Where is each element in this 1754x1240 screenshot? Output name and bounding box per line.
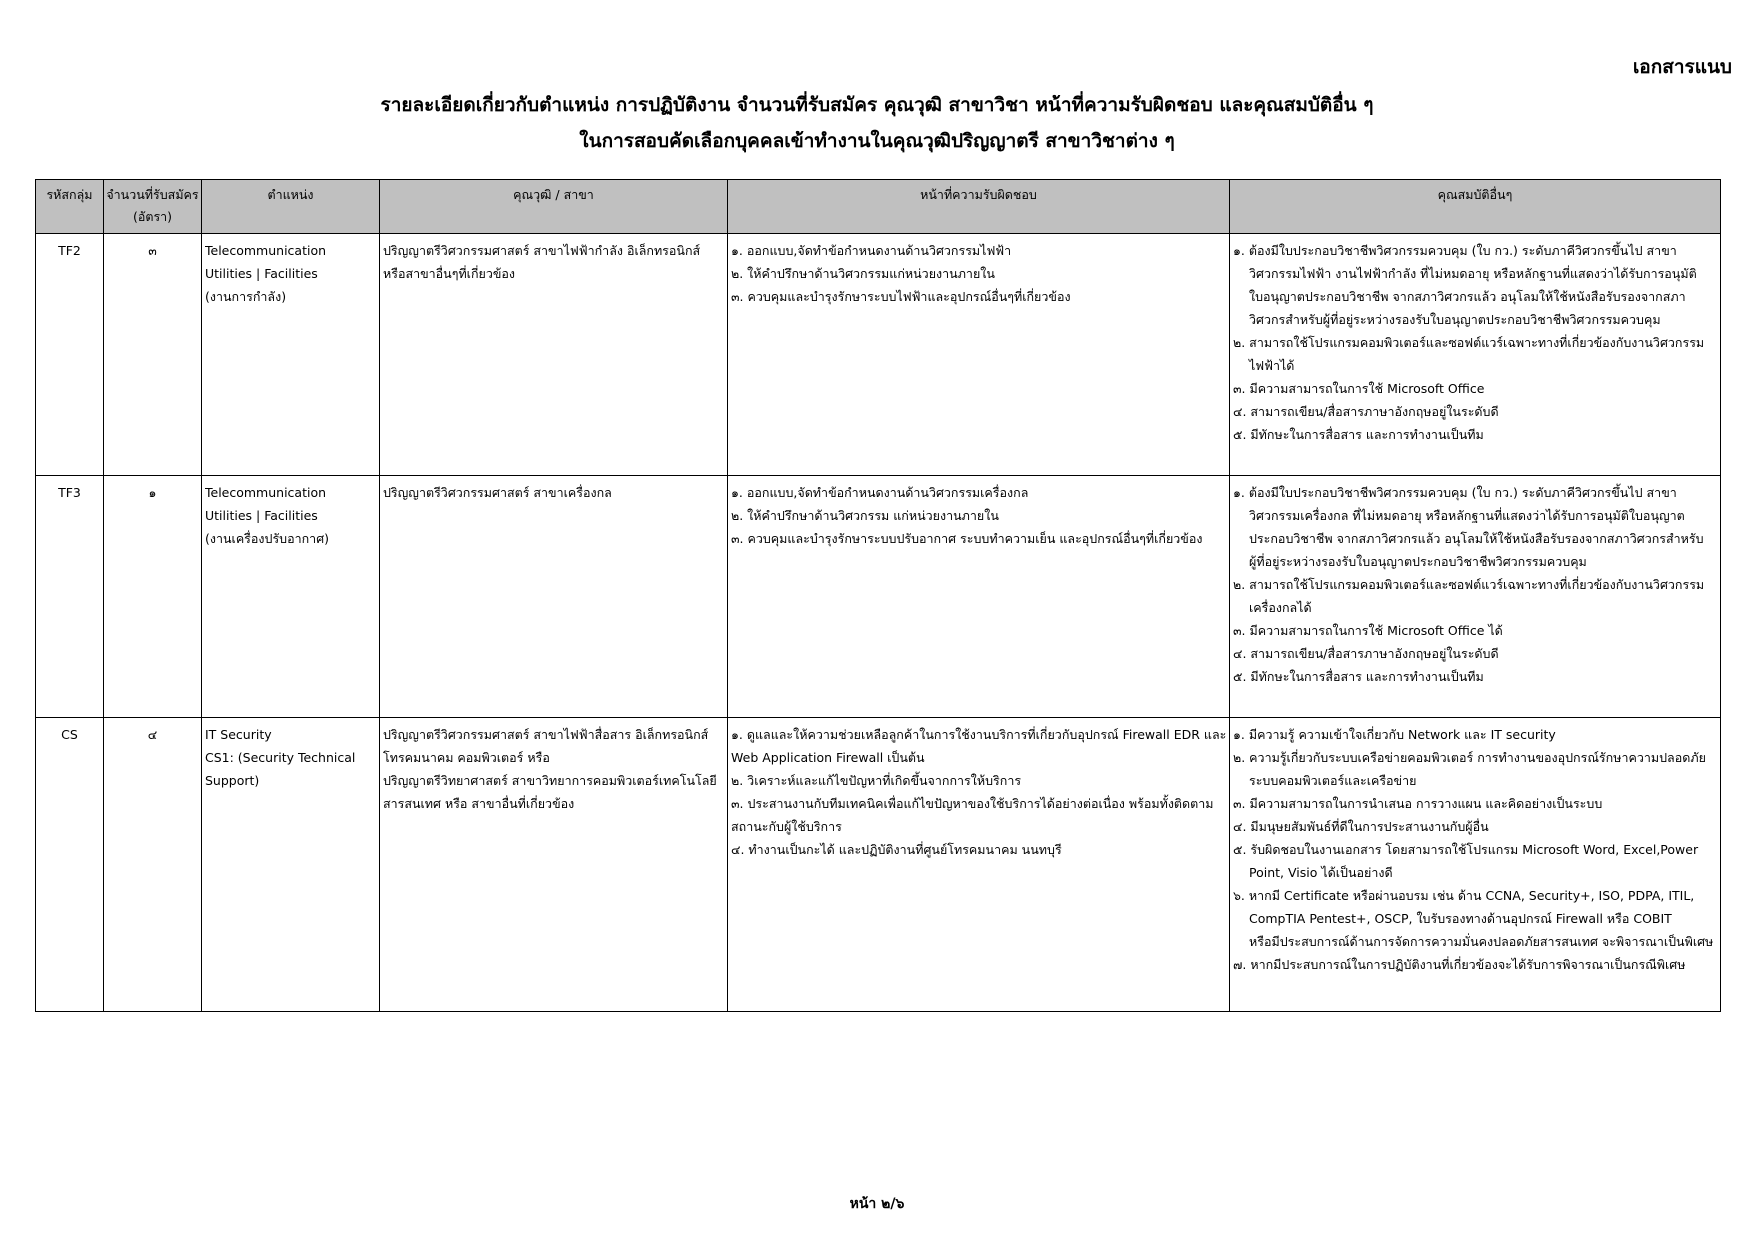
duties-cell	[728, 718, 1230, 1012]
attribute-item: ๕. มีทักษะในการสื่อสาร และการทำงานเป็นทีม	[1233, 669, 1484, 684]
position-cell	[202, 718, 380, 1012]
group-code-cell: TF3	[36, 476, 104, 718]
count-cell: ๔	[104, 718, 202, 1012]
attribute-item: ๒. สามารถใช้โปรแกรมคอมพิวเตอร์และซอฟต์แวร์เฉพาะทางที่เกี่ยวข้องกับงานวิศวกรรม	[1233, 577, 1705, 592]
qualification-line: ปริญญาตรีวิศวกรรมศาสตร์ สาขาไฟฟ้ากำลัง อิเล็กทรอนิกส์	[383, 243, 701, 258]
position-line: IT Security	[205, 727, 272, 742]
attributes-cell	[1230, 234, 1721, 476]
attribute-item: ผู้ที่อยู่ระหว่างรองรับใบอนุญาตประกอบวิชาชีพวิศวกรรมควบคุม	[1249, 554, 1587, 569]
header-count: จำนวนที่รับสมัคร (อัตรา)	[104, 180, 202, 234]
table-row	[36, 234, 1721, 476]
attribute-item: ๕. มีทักษะในการสื่อสาร และการทำงานเป็นทีม	[1233, 427, 1484, 442]
attribute-item: ๓. มีความสามารถในการนำเสนอ การวางแผน และคิดอย่างเป็นระบบ	[1233, 796, 1603, 811]
qualification-cell	[380, 476, 728, 718]
attribute-item: CompTIA Pentest+, OSCP, ใบรับรองทางด้านอุปกรณ์ Firewall หรือ COBIT	[1249, 911, 1672, 926]
attribute-item: ๑. มีความรู้ ความเข้าใจเกี่ยวกับ Network และ IT security	[1233, 727, 1556, 742]
duty-item: ๒. ให้คำปรึกษาด้านวิศวกรรม แก่หน่วยงานภายใน	[731, 508, 999, 523]
attribute-item: ๒. สามารถใช้โปรแกรมคอมพิวเตอร์และซอฟต์แวร์เฉพาะทางที่เกี่ยวข้องกับงานวิศวกรรม	[1233, 335, 1705, 350]
attribute-item: หรือมีประสบการณ์ด้านการจัดการความมั่นคงปลอดภัยสารสนเทศ จะพิจารณาเป็นพิเศษ	[1249, 934, 1714, 949]
duty-item: ๓. ประสานงานกับทีมเทคนิคเพื่อแก้ไขปัญหาของใช้บริการได้อย่างต่อเนื่อง พร้อมทั้งติดตาม	[731, 796, 1214, 811]
duties-cell	[728, 476, 1230, 718]
duty-item: ๓. ควบคุมและบำรุงรักษาระบบไฟฟ้าและอุปกรณ์อื่นๆที่เกี่ยวข้อง	[731, 289, 1071, 304]
header-attributes: คุณสมบัติอื่นๆ	[1230, 180, 1721, 234]
table-row	[36, 476, 1721, 718]
attribute-item: Point, Visio ได้เป็นอย่างดี	[1249, 865, 1393, 880]
position-line: (งานการกำลัง)	[205, 289, 287, 304]
attribute-item: ประกอบวิชาชีพ จากสภาวิศวกรแล้ว อนุโลมให้ใช้หนังสือรับรองจากสภาวิศวกรสำหรับ	[1249, 531, 1704, 546]
duty-item: ๑. ออกแบบ,จัดทำข้อกำหนดงานด้านวิศวกรรมไฟฟ้า	[731, 243, 1012, 258]
position-line: CS1: (Security Technical	[205, 750, 356, 765]
qualification-line: ปริญญาตรีวิศวกรรมศาสตร์ สาขาไฟฟ้าสื่อสาร อิเล็กทรอนิกส์	[383, 727, 709, 742]
attribute-item: ๑. ต้องมีใบประกอบวิชาชีพวิศวกรรมควบคุม (ใบ กว.) ระดับภาคีวิศวกรขึ้นไป สาขา	[1233, 243, 1677, 258]
qualification-line: ปริญญาตรีวิทยาศาสตร์ สาขาวิทยาการคอมพิวเตอร์เทคโนโลยี	[383, 773, 717, 788]
attachment-label: เอกสารแนบ	[1632, 56, 1732, 78]
qualification-line: สารสนเทศ หรือ สาขาอื่นที่เกี่ยวข้อง	[383, 796, 575, 811]
position-line: Utilities | Facilities	[205, 266, 318, 281]
qualification-line: โทรคมนาคม คอมพิวเตอร์ หรือ	[383, 750, 550, 765]
page-number: หน้า ๒/๖	[849, 1196, 905, 1212]
position-line: Telecommunication	[205, 243, 327, 258]
attribute-item: ๒. ความรู้เกี่ยวกับระบบเครือข่ายคอมพิวเตอร์ การทำงานของอุปกรณ์รักษาความปลอดภัย	[1233, 750, 1706, 765]
attribute-item: ๔. สามารถเขียน/สื่อสารภาษาอังกฤษอยู่ในระดับดี	[1233, 404, 1499, 419]
duty-item: ๔. ทำงานเป็นกะได้ และปฏิบัติงานที่ศูนย์โทรคมนาคม นนทบุรี	[731, 842, 1062, 857]
duty-item: ๒. วิเคราะห์และแก้ไขปัญหาที่เกิดขึ้นจากการให้บริการ	[731, 773, 1022, 788]
attribute-item: ใบอนุญาตประกอบวิชาชีพ จากสภาวิศวกรแล้ว อนุโลมให้ใช้หนังสือรับรองจากสภา	[1249, 289, 1686, 304]
count-cell: ๓	[104, 234, 202, 476]
header-qualification: คุณวุฒิ / สาขา	[380, 180, 728, 234]
positions-table	[35, 179, 1721, 1012]
attribute-item: ๗. หากมีประสบการณ์ในการปฏิบัติงานที่เกี่ยวข้องจะได้รับการพิจารณาเป็นกรณีพิเศษ	[1233, 957, 1686, 972]
header-group-code: รหัสกลุ่ม	[36, 180, 104, 234]
attribute-item: ๓. มีความสามารถในการใช้ Microsoft Office ได้	[1233, 623, 1503, 638]
attribute-item: วิศวกรรมไฟฟ้า งานไฟฟ้ากำลัง ที่ไม่หมดอายุ หรือหลักฐานที่แสดงว่าได้รับการอนุมัติ	[1249, 266, 1697, 281]
attributes-cell	[1230, 718, 1721, 1012]
qualification-line: ปริญญาตรีวิศวกรรมศาสตร์ สาขาเครื่องกล	[383, 485, 612, 500]
duty-item: ๒. ให้คำปรึกษาด้านวิศวกรรมแก่หน่วยงานภายใน	[731, 266, 995, 281]
duty-item: ๓. ควบคุมและบำรุงรักษาระบบปรับอากาศ ระบบทำความเย็น และอุปกรณ์อื่นๆที่เกี่ยวข้อง	[731, 531, 1203, 546]
duty-item: Web Application Firewall เป็นต้น	[731, 750, 925, 765]
attribute-item: ระบบคอมพิวเตอร์และเครือข่าย	[1249, 773, 1417, 788]
attribute-item: ๔. มีมนุษยสัมพันธ์ที่ดีในการประสานงานกับผู้อื่น	[1233, 819, 1489, 834]
group-code-cell: CS	[36, 718, 104, 1012]
qualification-line: หรือสาขาอื่นๆที่เกี่ยวข้อง	[383, 266, 516, 281]
header-duties: หน้าที่ความรับผิดชอบ	[728, 180, 1230, 234]
group-code-cell: TF2	[36, 234, 104, 476]
position-line: (งานเครื่องปรับอากาศ)	[205, 531, 330, 546]
attributes-cell	[1230, 476, 1721, 718]
attribute-item: วิศวกรรมเครื่องกล ที่ไม่หมดอายุ หรือหลักฐานที่แสดงว่าได้รับการอนุมัติใบอนุญาต	[1249, 508, 1685, 523]
attribute-item: ๖. หากมี Certificate หรือผ่านอบรม เช่น ด้าน CCNA, Security+, ISO, PDPA, ITIL,	[1233, 888, 1695, 903]
table-row	[36, 718, 1721, 1012]
position-line: Utilities | Facilities	[205, 508, 318, 523]
duty-item: ๑. ดูแลและให้ความช่วยเหลือลูกค้าในการใช้งานบริการที่เกี่ยวกับอุปกรณ์ Firewall EDR และ	[731, 727, 1226, 742]
attribute-item: ๕. รับผิดชอบในงานเอกสาร โดยสามารถใช้โปรแกรม Microsoft Word, Excel,Power	[1233, 842, 1699, 857]
qualification-cell	[380, 234, 728, 476]
attribute-item: วิศวกรสำหรับผู้ที่อยู่ระหว่างรองรับใบอนุญาตประกอบวิชาชีพวิศวกรรมควบคุม	[1249, 312, 1661, 327]
header-position: ตำแหน่ง	[202, 180, 380, 234]
qualification-cell	[380, 718, 728, 1012]
document-title: รายละเอียดเกี่ยวกับตำแหน่ง การปฏิบัติงาน จำนวนที่รับสมัคร คุณวุฒิ สาขาวิชา หน้าที่ความรับผิดชอบ และคุณสมบัติอื่น ๆ	[380, 94, 1374, 116]
attribute-item: ๑. ต้องมีใบประกอบวิชาชีพวิศวกรรมควบคุม (ใบ กว.) ระดับภาคีวิศวกรขึ้นไป สาขา	[1233, 485, 1677, 500]
position-cell	[202, 476, 380, 718]
attribute-item: ๓. มีความสามารถในการใช้ Microsoft Office	[1233, 381, 1485, 396]
position-line: Telecommunication	[205, 485, 327, 500]
count-cell: ๑	[104, 476, 202, 718]
document-subtitle: ในการสอบคัดเลือกบุคคลเข้าทำงานในคุณวุฒิปริญญาตรี สาขาวิชาต่าง ๆ	[579, 130, 1175, 152]
attribute-item: เครื่องกลได้	[1249, 600, 1312, 615]
position-line: Support)	[205, 773, 260, 788]
duty-item: ๑. ออกแบบ,จัดทำข้อกำหนดงานด้านวิศวกรรมเครื่องกล	[731, 485, 1029, 500]
table-header-row	[36, 180, 1721, 234]
duties-cell	[728, 234, 1230, 476]
attribute-item: ๔. สามารถเขียน/สื่อสารภาษาอังกฤษอยู่ในระดับดี	[1233, 646, 1499, 661]
duty-item: สถานะกับผู้ใช้บริการ	[731, 819, 842, 834]
position-cell	[202, 234, 380, 476]
attribute-item: ไฟฟ้าได้	[1249, 358, 1295, 373]
